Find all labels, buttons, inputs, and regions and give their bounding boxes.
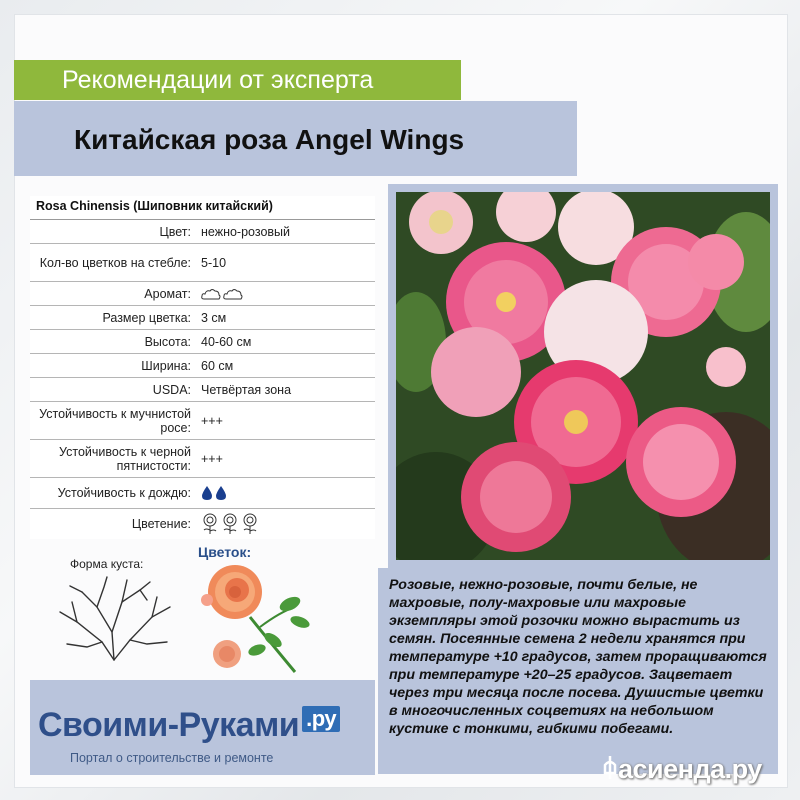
bell-icon <box>602 755 618 781</box>
spec-row-blackspot <box>30 440 375 478</box>
logo-tagline: Портал о строительстве и ремонте <box>70 751 274 765</box>
page-title: Китайская роза Angel Wings <box>74 124 465 155</box>
spec-value: +++ <box>201 451 223 466</box>
spec-value: 3 см <box>201 310 227 325</box>
spec-row-aroma <box>30 282 375 306</box>
spec-label: Ширина: <box>141 358 191 373</box>
spec-row-color <box>30 220 375 244</box>
rose-photo-frame <box>388 184 778 568</box>
expert-banner <box>14 60 461 100</box>
raindrop-icon <box>201 485 213 501</box>
rose-photo <box>396 192 770 560</box>
flower-illustration <box>195 562 320 677</box>
spec-row-flower-count <box>30 244 375 282</box>
cloud-icon <box>223 288 243 300</box>
spec-label: Кол-во цветков на стебле: <box>39 255 191 270</box>
spec-row-bloom <box>30 509 375 539</box>
logo-tld: .ру <box>302 706 340 732</box>
rose-icon <box>201 513 219 535</box>
spec-value: нежно-розовый <box>201 224 291 239</box>
spec-row-flower-size <box>30 306 375 330</box>
logo-name: Своими-Руками <box>38 706 300 744</box>
aroma-icons <box>197 288 375 300</box>
site-logo[interactable] <box>38 706 340 745</box>
bush-illustration <box>52 572 177 662</box>
spec-label: Устойчивость к черной пятнистости: <box>59 444 191 473</box>
bush-shape-label: Форма куста: <box>70 557 144 571</box>
watermark <box>602 754 762 785</box>
raindrop-icon <box>215 485 227 501</box>
spec-label: Цвет: <box>159 224 191 239</box>
spec-row-rain <box>30 478 375 509</box>
description-text: Розовые, нежно-розовые, почти белые, не махровые, полу-махровые или махровые экземпляры этой розочки можно вырастить из семян. Посеянные семена 2 недели хранятся при температуре +10 градусов, затем проращиваются при температуре +20–25 градусов. Зацветает через три месяца после посева. Душистые цветки в многочисленных соцветиях на небольшом кустике с тонкими, гибкими побегами. <box>389 577 767 737</box>
expert-banner-text: Рекомендации от эксперта <box>62 66 374 94</box>
rain-icons <box>197 485 375 501</box>
watermark-text: асиенда.ру <box>618 754 762 784</box>
spec-value: +++ <box>201 413 223 428</box>
flower-label: Цветок: <box>198 544 252 560</box>
spec-row-width <box>30 354 375 378</box>
spec-label: Устойчивость к мучнистой росе: <box>39 406 191 435</box>
rose-photo-image <box>396 192 770 560</box>
specs-heading: Rosa Chinensis (Шиповник китайский) <box>30 196 375 220</box>
spec-label: Высота: <box>144 334 191 349</box>
bloom-icons <box>197 513 375 535</box>
rose-icon <box>241 513 259 535</box>
spec-value: 5-10 <box>201 255 227 270</box>
cloud-icon <box>201 288 221 300</box>
spec-row-usda <box>30 378 375 402</box>
specs-table <box>30 196 375 539</box>
spec-row-mildew <box>30 402 375 440</box>
spec-value: Четвёртая зона <box>201 382 292 397</box>
spec-label: Цветение: <box>131 517 191 531</box>
spec-label: Устойчивость к дождю: <box>57 486 191 500</box>
spec-value: 40-60 см <box>201 334 252 349</box>
spec-label: Размер цветка: <box>102 310 191 325</box>
rose-icon <box>221 513 239 535</box>
spec-row-height <box>30 330 375 354</box>
spec-label: USDA: <box>152 382 191 397</box>
spec-label: Аромат: <box>144 286 191 301</box>
spec-value: 60 см <box>201 358 234 373</box>
